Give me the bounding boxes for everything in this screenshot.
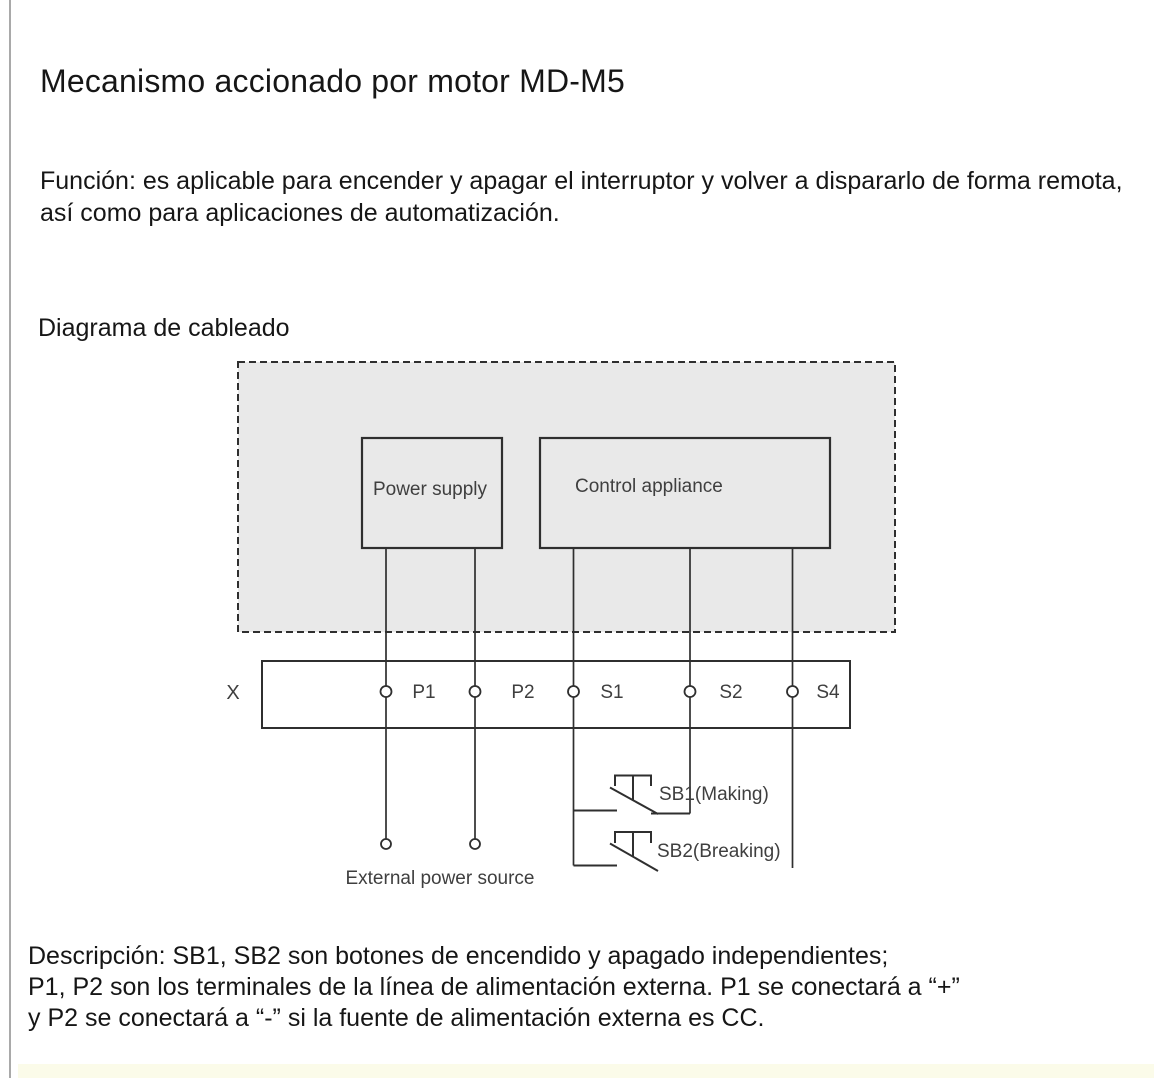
page-title: Mecanismo accionado por motor MD-M5 [40, 63, 625, 100]
terminal-point-s4 [787, 686, 798, 697]
control-appliance-label: Control appliance [575, 476, 723, 497]
description-line: y P2 se conectará a “-” si la fuente de alimentación externa es CC. [28, 1004, 765, 1032]
wiring-diagram-heading: Diagrama de cableado [38, 314, 290, 342]
sb2-label: SB2(Breaking) [657, 841, 781, 862]
external-power-source-label: External power source [345, 868, 535, 889]
terminal-point-p1 [381, 686, 392, 697]
description-block [28, 941, 960, 1034]
terminal-point-p2 [470, 686, 481, 697]
terminal-label-p2: P2 [511, 682, 535, 703]
external-source-terminal-1 [381, 839, 391, 849]
terminal-label-p1: P1 [412, 682, 436, 703]
description-line: P1, P2 son los terminales de la línea de alimentación externa. P1 se conectará a “+” [28, 973, 960, 1001]
terminal-strip-box [262, 661, 850, 728]
description-line: Descripción: SB1, SB2 son botones de encendido y apagado independientes; [28, 942, 889, 970]
terminal-label-s2: S2 [719, 682, 743, 703]
power-supply-label: Power supply [372, 479, 488, 500]
terminal-block-label: X [226, 682, 240, 704]
sb1-label: SB1(Making) [659, 784, 769, 805]
function-paragraph: Función: es aplicable para encender y apagar el interruptor y volver a dispararlo de forma remota, así como para aplicaciones de automatización. [40, 167, 1123, 227]
external-source-terminal-2 [470, 839, 480, 849]
sb2-pushbutton-symbol [574, 832, 659, 871]
terminal-label-s1: S1 [600, 682, 624, 703]
terminal-point-s2 [685, 686, 696, 697]
terminal-point-s1 [568, 686, 579, 697]
enclosure-dashed-box [238, 362, 895, 632]
terminal-label-s4: S4 [816, 682, 840, 703]
